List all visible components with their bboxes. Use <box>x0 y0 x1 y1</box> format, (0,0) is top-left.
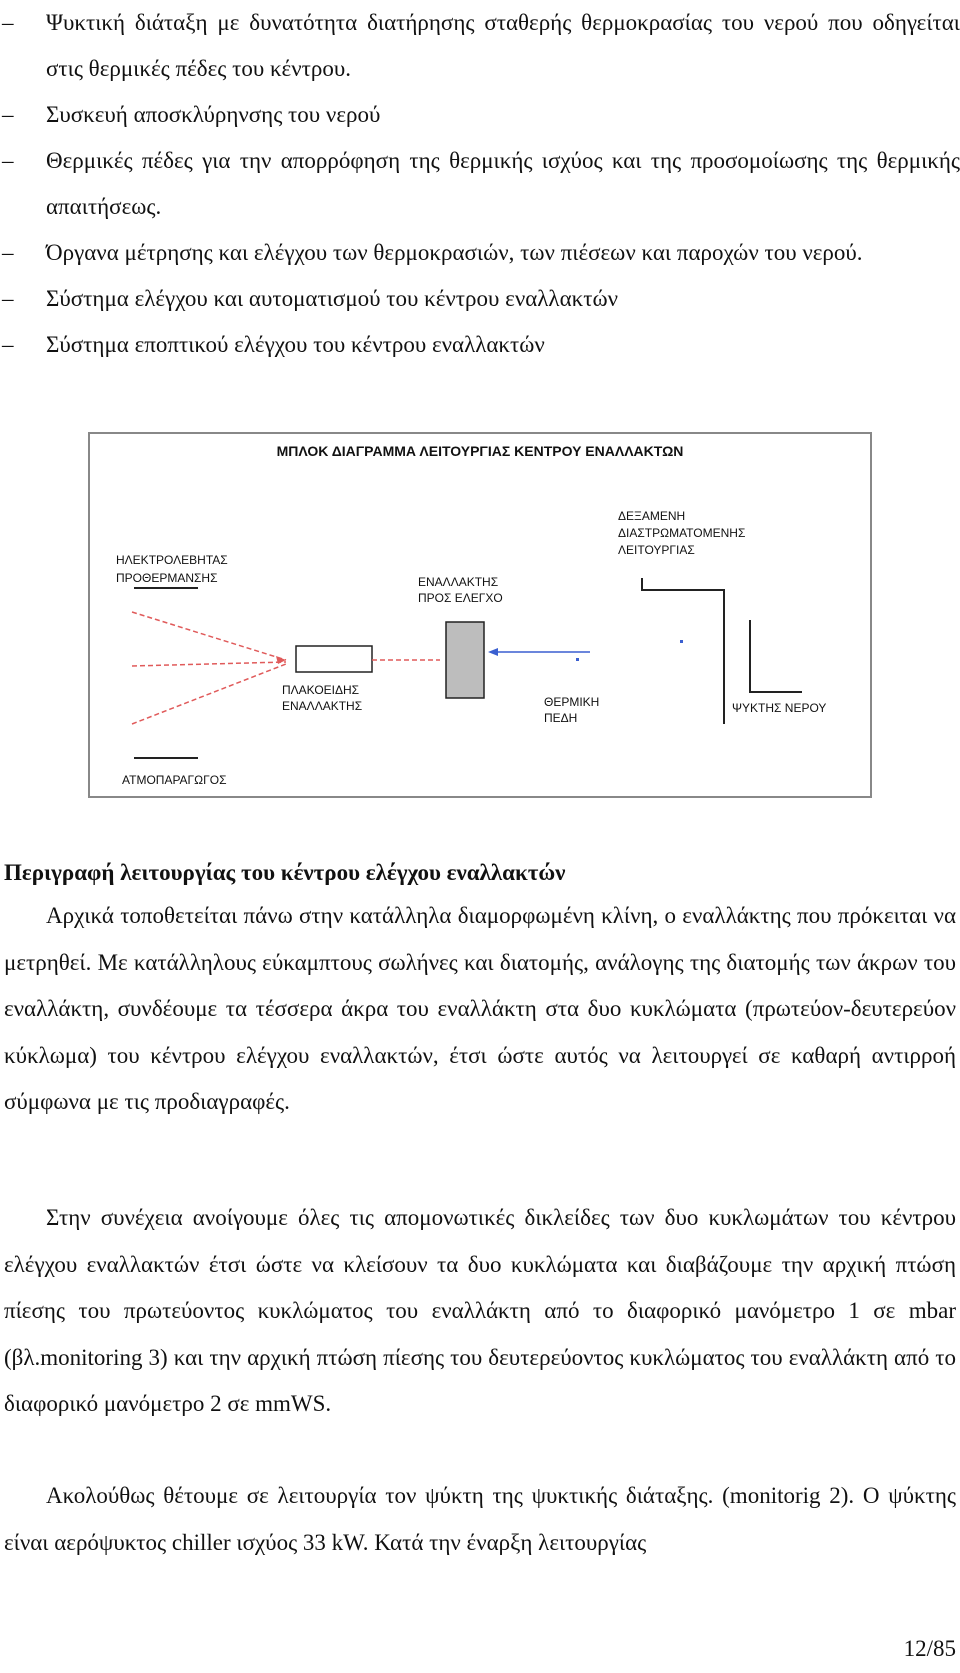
label-plate-1: ΠΛΑΚΟΕΙΔΗΣ <box>282 683 360 697</box>
label-exchanger-2: ΠΡΟΣ ΕΛΕΓΧΟ <box>418 591 503 605</box>
red-flow-line <box>132 612 286 660</box>
list-item: – Σύστημα εποπτικού ελέγχου του κέντρου εναλλακτών <box>2 332 545 357</box>
label-heater-1: ΗΛΕΚΤΡΟΛΕΒΗΤΑΣ <box>116 553 228 567</box>
label-plate-2: ΕΝΑΛΛΑΚΤΗΣ <box>282 699 363 713</box>
label-heater-2: ΠΡΟΘΕΡΜΑΝΣΗΣ <box>116 571 218 585</box>
tank-shape <box>642 578 724 724</box>
label-steam: ΑΤΜΟΠΑΡΑΓΩΓΟΣ <box>122 773 227 787</box>
list-item: – Όργανα μέτρησης και ελέγχου των θερμοκρασιών, των πιέσεων και παροχών του νερού. <box>2 240 863 265</box>
label-tank-3: ΛΕΙΤΟΥΡΓΙΑΣ <box>618 543 695 557</box>
list-item: – Συσκευή αποσκλύρηνσης του νερού <box>2 102 381 127</box>
paragraph: Ακολούθως θέτουμε σε λειτουργία τον ψύκτη της ψυκτικής διάταξης. (monitorig 2). Ο ψύκτης είναι αερόψυκτος chiller ισχύος 33 kW. Κατά την έναρξη λειτουργίας <box>4 1483 956 1555</box>
block-diagram-svg <box>90 434 870 796</box>
label-tank-2: ΔΙΑΣΤΡΩΜΑΤΟΜΕΝΗΣ <box>618 526 746 540</box>
list-item: – Σύστημα ελέγχου και αυτοματισμού του κέντρου εναλλακτών <box>2 286 619 311</box>
list-item: – Ψυκτική διάταξη με δυνατότητα διατήρησης σταθερής θερμοκρασίας του νερού που οδηγείται στις θερμικές πέδες του κέντρου. <box>2 10 960 81</box>
section-heading: Περιγραφή λειτουργίας του κέντρου ελέγχου εναλλακτών <box>4 860 566 885</box>
red-flow-line <box>132 662 286 666</box>
label-tank-1: ΔΕΞΑΜΕΝΗ <box>618 509 686 523</box>
blue-arrow-head <box>488 648 498 656</box>
block-diagram <box>88 432 872 798</box>
exchanger-under-test <box>446 622 484 698</box>
paragraph: Αρχικά τοποθετείται πάνω στην κατάλληλα διαμορφωμένη κλίνη, ο εναλλάκτης που πρόκειται να μετρηθεί. Με κατάλληλους εύκαμπτους σωλήνες και διατομής, ανάλογης της διατομής των άκρων του εναλλάκτη, συνδέουμε τα τέσσερα άκρα του εναλλάκτη στα δυο κυκλώματα (πρωτεύον-δευτερεύον κύκλωμα) του κέντρου ελέγχου εναλλακτών, έτσι ώστε αυτός να λειτουργεί σε καθαρή αντιρροή σύμφωνα με τις προδιαγραφές. <box>4 903 956 1114</box>
label-chiller: ΨΥΚΤΗΣ ΝΕΡΟΥ <box>732 701 827 715</box>
label-exchanger-1: ΕΝΑΛΛΑΚΤΗΣ <box>418 575 499 589</box>
list-item: – Θερμικές πέδες για την απορρόφηση της θερμικής ισχύος και της προσομοίωσης της θερμικής απαιτήσεως. <box>2 148 960 219</box>
page-number: 12/85 <box>903 1636 956 1661</box>
paragraph: Στην συνέχεια ανοίγουμε όλες τις απομονωτικές δικλείδες των δυο κυκλωμάτων του κέντρου ελέγχου εναλλακτών έτσι ώστε να κλείσουν τα δυο κυκλώματα και διαβάζουμε την αρχική πτώση πίεσης του πρωτεύοντος κυκλώματος του εναλλάκτη από το διαφορικό μανόμετρο 1 σε mbar (βλ.monitoring 3) και την αρχική πτώση πίεσης του δευτερεύοντος κυκλώματος του εναλλάκτη από το διαφορικό μανόμετρο 2 σε mmWS. <box>4 1205 956 1416</box>
blue-dot <box>576 658 579 661</box>
chiller-shape <box>750 620 802 692</box>
red-flow-line <box>132 664 286 724</box>
label-brake-2: ΠΕΔΗ <box>544 711 578 725</box>
equipment-list <box>0 0 960 368</box>
label-brake-1: ΘΕΡΜΙΚΗ <box>544 695 600 709</box>
blue-dot <box>680 640 683 643</box>
diagram-title: ΜΠΛΟΚ ΔΙΑΓΡΑΜΜΑ ΛΕΙΤΟΥΡΓΙΑΣ ΚΕΝΤΡΟΥ ΕΝΑΛΛΑΚΤΩΝ <box>276 443 684 459</box>
plate-exchanger-box <box>296 646 372 672</box>
